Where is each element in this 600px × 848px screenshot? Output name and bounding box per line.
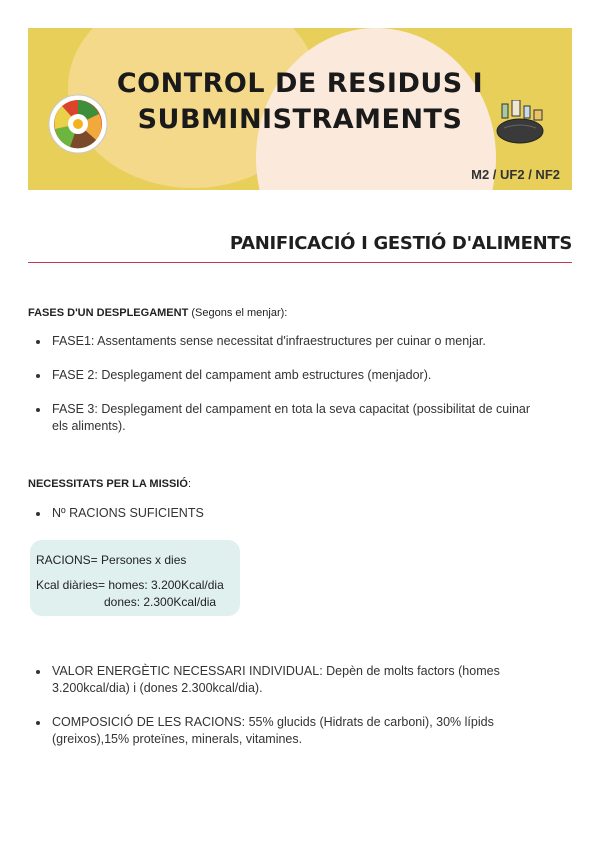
details-list	[36, 663, 546, 697]
section-title: PANIFICACIÓ I GESTIÓ D'ALIMENTS	[229, 233, 572, 254]
page-title	[28, 66, 572, 138]
fases-list	[36, 401, 546, 435]
list-item-text: FASE1: Assentaments sense necessitat d'infraestructures per cuinar o menjar.	[52, 334, 486, 348]
list-item-text: FASE 3: Desplegament del campament en tota la seva capacitat (possibilitat de cuinar els aliments).	[52, 402, 531, 433]
bullet-icon	[36, 512, 40, 516]
list-item-text: Nº RACIONS SUFICIENTS	[52, 506, 204, 520]
bullet-icon	[36, 721, 40, 725]
divider	[28, 262, 572, 263]
list-item	[36, 333, 546, 350]
box-line: Kcal diàries= homes: 3.200Kcal/dia	[36, 578, 224, 592]
necessitats-list	[36, 505, 546, 522]
list-item	[36, 505, 546, 522]
module-code: M2 / UF2 / NF2	[471, 167, 560, 182]
box-line: dones: 2.300Kcal/dia	[104, 595, 217, 609]
heading-bold: FASES D'UN DESPLEGAMENT	[28, 307, 189, 319]
list-item	[36, 714, 546, 748]
list-item-text: FASE 2: Desplegament del campament amb estructures (menjador).	[52, 368, 432, 382]
bullet-icon	[36, 340, 40, 344]
box-line: RACIONS= Persones x dies	[36, 553, 187, 567]
heading-suffix: (Segons el menjar):	[188, 307, 288, 319]
fases-heading	[28, 307, 287, 319]
bullet-icon	[36, 408, 40, 412]
title-line: CONTROL DE RESIDUS I	[116, 68, 484, 99]
heading-bold: NECESSITATS PER LA MISSIÓ	[28, 478, 188, 490]
list-item	[36, 401, 546, 435]
details-list	[36, 714, 546, 748]
heading-suffix: :	[187, 478, 191, 490]
bullet-icon	[36, 670, 40, 674]
bullet-icon	[36, 374, 40, 378]
title-line: SUBMINISTRAMENTS	[137, 104, 463, 135]
list-item	[36, 663, 546, 697]
fases-list	[36, 333, 546, 350]
list-item-text: COMPOSICIÓ DE LES RACIONS: 55% glucids (Hidrats de carboni), 30% lípids (greixos),15% proteïnes, minerals, vitamines.	[52, 715, 494, 746]
rations-info-box	[30, 540, 240, 616]
necessitats-heading	[28, 478, 191, 490]
fases-list	[36, 367, 546, 384]
list-item	[36, 367, 546, 384]
header-banner	[28, 28, 572, 190]
list-item-text: VALOR ENERGÈTIC NECESSARI INDIVIDUAL: Depèn de molts factors (homes 3.200kcal/dia) i (dones 2.300kcal/dia).	[52, 664, 500, 695]
